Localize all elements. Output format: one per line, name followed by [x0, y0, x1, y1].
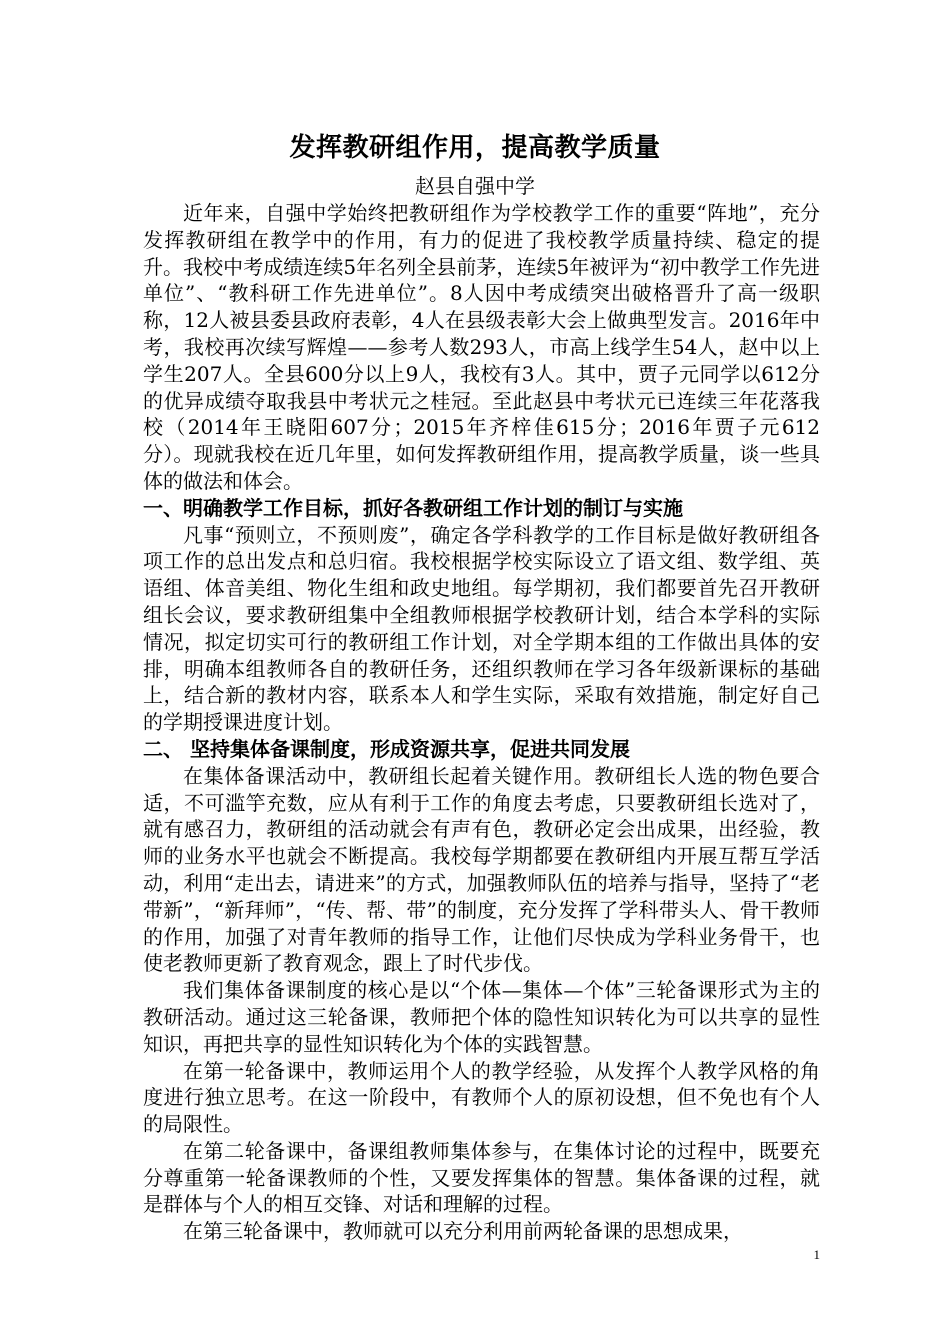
document-title: 发挥教研组作用，提高教学质量	[289, 133, 661, 163]
section-1-heading: 一、明确教学工作目标，抓好各教研组工作计划的制订与实施	[143, 495, 683, 520]
intro-paragraph: 近年来，自强中学始终把教研组作为学校教学工作的重要“阵地”，充分发挥教研组在教学中的作用，有力的促进了我校教学质量持续、稳定的提升。我校中考成绩连续5年名列全县前茅，连续5年被评为“初中教学工作先进单位”、“教科研工作先进单位”。8人因中考成绩突出破格晋升了高一级职称，12人被县委县政府表彰，4人在县级表彰大会上做典型发言。2016年中考，我校再次续写辉煌——参考人数293人，市高上线学生54人，赵中以上学生207人。全县600分以上9人，我校有3人。其中，贾子元同学以612分的优异成绩夺取我县中考状元之桂冠。至此赵县中考状元已连续三年花落我校（2014年王晓阳607分；2015年齐梓佳615分；2016年贾子元612分）。现就我校在近几年里，如何发挥教研组作用，提高教学质量，谈一些具体的做法和体会。	[143, 201, 820, 493]
section-2-paragraph-3: 在第一轮备课中，教师运用个人的教学经验，从发挥个人教学风格的角度进行独立思考。在这一阶段中，有教师个人的原初设想，但不免也有个人的局限性。	[143, 1058, 820, 1137]
section-1-paragraph: 凡事“预则立，不预则废”，确定各学科教学的工作目标是做好教研组各项工作的总出发点和总归宿。我校根据学校实际设立了语文组、数学组、英语组、体音美组、物化生组和政史地组。每学期初，我们都要首先召开教研组长会议，要求教研组集中全组教师根据学校教研计划，结合本学科的实际情况，拟定切实可行的教研组工作计划，对全学期本组的工作做出具体的安排，明确本组教师各自的教研任务，还组织教师在学习各年级新课标的基础上，结合新的教材内容，联系本人和学生实际，采取有效措施，制定好自己的学期授课进度计划。	[143, 522, 820, 735]
page-number: 1	[813, 1247, 820, 1262]
section-2-paragraph-2: 我们集体备课制度的核心是以“个体—集体—个体”三轮备课形式为主的教研活动。通过这三轮备课，教师把个体的隐性知识转化为可以共享的显性知识，再把共享的显性知识转化为个体的实践智慧。	[143, 978, 820, 1056]
document-body	[143, 200, 820, 1245]
section-2-paragraph-4: 在第二轮备课中，备课组教师集体参与，在集体讨论的过程中，既要充分尊重第一轮备课教师的个性，又要发挥集体的智慧。集体备课的过程，就是群体与个人的相互交锋、对话和理解的过程。	[143, 1138, 820, 1217]
document-author: 赵县自强中学	[415, 174, 535, 198]
section-2-paragraph-1: 在集体备课活动中，教研组长起着关键作用。教研组长人选的物色要合适，不可滥竽充数，应从有利于工作的角度去考虑，只要教研组长选对了，就有感召力，教研组的活动就会有声有色，教研必定会出成果，出经验，教师的业务水平也就会不断提高。我校每学期都要在教研组内开展互帮互学活动，利用“走出去，请进来”的方式，加强教师队伍的培养与指导，坚持了“老带新”，“新拜师”，“传、帮、带”的制度，充分发挥了学科带头人、骨干教师的作用，加强了对青年教师的指导工作，让他们尽快成为学科业务骨干，也使老教师更新了教育观念，跟上了时代步伐。	[143, 763, 820, 976]
section-2-heading: 二、 坚持集体备课制度，形成资源共享，促进共同发展	[143, 736, 630, 761]
section-2-paragraph-5: 在第三轮备课中，教师就可以充分利用前两轮备课的思想成果，	[183, 1219, 743, 1244]
